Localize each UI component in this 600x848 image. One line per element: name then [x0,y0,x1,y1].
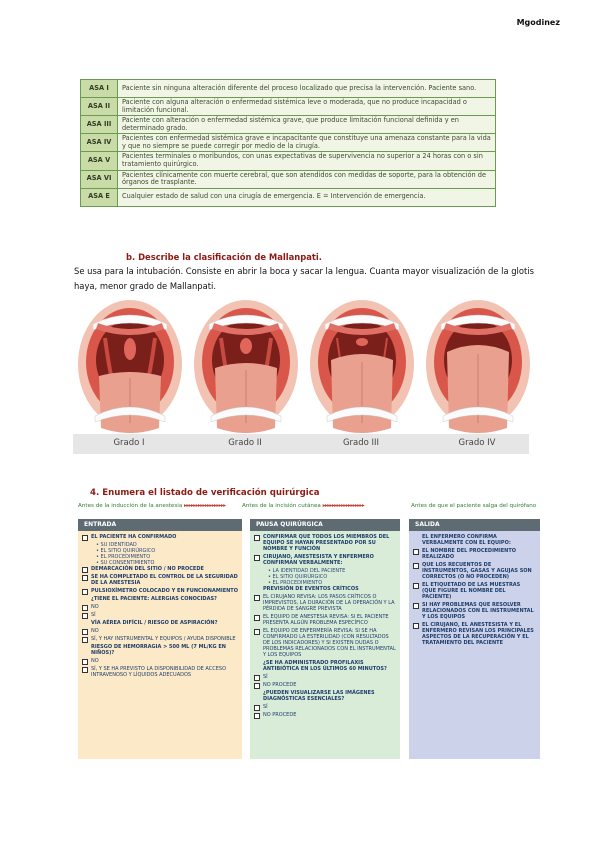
checkbox-icon[interactable] [82,589,88,595]
checklist-item-label: DEMARCACIÓN DEL SITIO / NO PROCEDE [91,566,204,572]
checkbox-icon[interactable] [413,583,419,589]
asa-classification-table [80,79,496,207]
checklist-item [82,596,238,602]
mallampati-grade-label: Grado IV [458,438,496,448]
checklist-item[interactable] [82,612,238,618]
phase-bar-3: Antes de que el paciente salga del quirófano [411,503,537,509]
checklist-item-label: NO [91,658,99,664]
checklist-subitem: • EL PROCEDIMIENTO [268,580,323,586]
asa-class: ASA V [81,152,118,170]
surgical-checklist [76,503,542,761]
checklist-item-label: EL EQUIPO DE ENFERMERÍA REVISA: SI SE HA CONFIRMADO LA ESTERILIDAD (CON RESULTADOS DE LOS INDICADORES) Y SI EXISTEN DUDAS O PROBLEMAS RELACIONADOS CON EL INSTRUMENTAL Y LOS EQUIPOS [263,628,396,658]
asa-row [81,80,496,98]
checklist-item-label: ¿SE HA ADMINISTRADO PROFILAXIS ANTIBIÓTICA EN LOS ÚLTIMOS 60 MINUTOS? [263,660,387,672]
asa-description: Pacientes clínicamente con muerte cerebral, que son atendidos con medidas de soporte, para la obtención de órganos de trasplante. [118,170,496,188]
checkbox-icon[interactable] [413,563,419,569]
checklist-item-label: SE HA COMPLETADO EL CONTROL DE LA SEGURIDAD DE LA ANESTESIA [91,574,238,586]
mallampati-grade-label: Grado I [113,438,145,448]
asa-row [81,98,496,116]
checklist-item-label: NO [91,604,99,610]
checklist-item-label: EL EQUIPO DE ANESTESIA REVISA: SI EL PACIENTE PRESENTA ALGÚN PROBLEMA ESPECÍFICO [263,614,389,626]
checklist-subitem: • SU IDENTIDAD [96,542,137,548]
salida-header: SALIDA [409,519,540,531]
checklist-item[interactable] [82,588,238,594]
section-b-title: b. Describe la clasificación de Mallanpati. [126,252,322,262]
mallampati-description: Se usa para la intubación. Consiste en abrir la boca y sacar la lengua. Cuanta mayor visualización de la glotis haya, menor grado de Mallanpati. [74,266,534,291]
checklist-item [254,690,396,702]
asa-class: ASA II [81,98,118,116]
checkbox-icon[interactable] [82,605,88,611]
checklist-item[interactable] [82,666,238,678]
salida-column [409,519,540,759]
checklist-item-label: NO PROCEDE [263,682,297,688]
checklist-subitem: • LA IDENTIDAD DEL PACIENTE [268,568,346,574]
checklist-item-label: SÍ [91,612,96,618]
checkbox-icon[interactable] [254,705,260,711]
checklist-item [254,586,396,592]
mallampati-grade-label: Grado II [228,438,262,448]
checklist-item[interactable] [413,562,536,580]
checklist-item[interactable] [254,682,396,688]
asa-class: ASA VI [81,170,118,188]
asa-description: Paciente con alguna alteración o enfermedad sistémica leve o moderada, que no produce incapacidad o limitación funcional. [118,98,496,116]
checklist-item-label: EL ETIQUETADO DE LAS MUESTRAS (QUE FIGURE EL NOMBRE DEL PACIENTE) [422,582,521,600]
checklist-item-label: RIESGO DE HEMORRAGIA > 500 ML (7 ML/KG EN NIÑOS)? [91,644,226,656]
checkbox-icon[interactable] [254,595,260,601]
checkbox-icon[interactable] [254,555,260,561]
checklist-item[interactable] [413,602,536,620]
checklist-item[interactable] [82,566,238,572]
checklist-item[interactable] [254,594,396,612]
asa-row [81,152,496,170]
checklist-subitem: • SU CONSENTIMIENTO [96,560,155,566]
pausa-header: PAUSA QUIRÚRGICA [250,519,400,531]
checklist-item-label: PULSIOXÍMETRO COLOCADO Y EN FUNCIONAMIENTO [91,588,238,594]
checklist-item-label: EL CIRUJANO, EL ANESTESISTA Y EL ENFERMERO REVISAN LOS PRINCIPALES ASPECTOS DE LA RECUPERACIÓN Y EL TRATAMIENTO DEL PACIENTE [422,622,534,646]
checkbox-icon[interactable] [254,535,260,541]
checkbox-icon[interactable] [82,659,88,665]
asa-description: Paciente sin ninguna alteración diferente del proceso localizado que precisa la intervención. Paciente sano. [118,80,496,98]
checklist-item-label: CIRUJANO, ANESTESISTA Y ENFERMERO CONFIRMAN VERBALMENTE: [263,554,374,566]
checklist-item-label: SÍ [263,674,268,680]
asa-row [81,116,496,134]
checkbox-icon[interactable] [82,667,88,673]
checklist-item-label: EL PACIENTE HA CONFIRMADO [91,534,177,540]
checklist-item[interactable] [254,534,396,552]
section-4-title: 4. Enumera el listado de verificación quirúrgica [90,488,320,498]
checklist-item[interactable] [82,604,238,610]
checkbox-icon[interactable] [254,683,260,689]
checklist-item[interactable] [82,658,238,664]
checklist-item[interactable] [254,628,396,658]
asa-row [81,170,496,188]
checkbox-icon[interactable] [82,637,88,643]
mallampati-figure [73,298,529,456]
checklist-item-label: VÍA AÉREA DIFÍCIL / RIESGO DE ASPIRACIÓN? [91,620,218,626]
phase-bar-2: Antes de la incisión cutánea ▸▸▸▸▸▸▸▸▸▸▸▸▸▸▸▸▸▸ [242,503,365,509]
checklist-subitem: • EL SITIO QUIRÚRGICO [268,574,328,580]
phase-bar-1: Antes de la inducción de la anestesia ▸▸▸▸▸▸▸▸▸▸▸▸▸▸▸▸▸▸ [78,503,226,509]
checklist-item [82,620,238,626]
author-header: Mgodinez [516,18,560,27]
checkbox-icon[interactable] [413,603,419,609]
checklist-item[interactable] [82,628,238,634]
checkbox-icon[interactable] [254,713,260,719]
asa-description: Pacientes terminales o moribundos, con unas expectativas de supervivencia no superior a 24 horas con o sin tratamiento quirúrgico. [118,152,496,170]
asa-description: Pacientes con enfermedad sistémica grave e incapacitante que constituye una amenaza constante para la vida y que no siempre se puede corregir por medio de la cirugía. [118,134,496,152]
checklist-item[interactable] [413,548,536,560]
checklist-item[interactable] [254,674,396,680]
checklist-item [254,660,396,672]
checkbox-icon[interactable] [254,675,260,681]
asa-class: ASA I [81,80,118,98]
asa-class: ASA E [81,188,118,206]
checkbox-icon[interactable] [82,575,88,581]
asa-description: Paciente con alteración o enfermedad sistémica grave, que produce limitación funcional definida y en determinado grado. [118,116,496,134]
checkbox-icon[interactable] [413,549,419,555]
checkbox-icon[interactable] [82,613,88,619]
checklist-item-label: SÍ, Y SE HA PREVISTO LA DISPONIBILIDAD DE ACCESO INTRAVENOSO Y LÍQUIDOS ADECUADOS [91,666,227,678]
checklist-item-label: SÍ [263,704,268,710]
checklist-item [82,644,238,656]
checklist-item-label: EL ENFERMERO CONFIRMA VERBALMENTE CON EL EQUIPO: [422,534,511,546]
checkbox-icon[interactable] [82,629,88,635]
checklist-subitem: • EL PROCEDIMIENTO [96,554,151,560]
checklist-item[interactable] [82,636,238,642]
checklist-item-label: PREVISIÓN DE EVENTOS CRÍTICOS [263,586,359,592]
entrada-header: ENTRADA [78,519,242,531]
checklist-item-label: ¿TIENE EL PACIENTE: ALERGIAS CONOCIDAS? [91,596,217,602]
mallampati-mouth-grade-2 [191,298,301,434]
checklist-item[interactable] [413,582,536,600]
checklist-item-label: ¿PUEDEN VISUALIZARSE LAS IMÁGENES DIAGNÓSTICAS ESENCIALES? [263,690,375,702]
asa-class: ASA IV [81,134,118,152]
checklist-item-label: CONFIRMAR QUE TODOS LOS MIEMBROS DEL EQUIPO SE HAYAN PRESENTADO POR SU NOMBRE Y FUNCIÓN [263,534,390,552]
mallampati-mouth-grade-3 [307,298,417,434]
checklist-item[interactable] [413,622,536,646]
checklist-item[interactable] [82,534,238,540]
checklist-subitem: • EL SITIO QUIRÚRGICO [96,548,156,554]
checklist-item [413,534,536,546]
checkbox-icon[interactable] [82,535,88,541]
checklist-item[interactable] [254,614,396,626]
checklist-item-label: EL NOMBRE DEL PROCEDIMIENTO REALIZADO [422,548,517,560]
checklist-item-label: NO PROCEDE [263,712,297,718]
checklist-item[interactable] [254,704,396,710]
mallampati-mouth-grade-1 [75,298,185,434]
checkbox-icon[interactable] [254,615,260,621]
checklist-item[interactable] [82,574,238,586]
checklist-item[interactable] [254,554,396,566]
checklist-item-label: SÍ, Y HAY INSTRUMENTAL Y EQUIPOS / AYUDA DISPONIBLE [91,636,236,642]
checkbox-icon[interactable] [254,629,260,635]
checklist-item[interactable] [254,712,396,718]
checkbox-icon[interactable] [82,567,88,573]
checklist-item-label: NO [91,628,99,634]
checklist-item-label: QUE LOS RECUENTOS DE INSTRUMENTOS, GASAS Y AGUJAS SON CORRECTOS (O NO PROCEDEN) [422,562,532,580]
mallampati-mouth-grade-4 [423,298,533,434]
asa-class: ASA III [81,116,118,134]
checklist-item-label: EL CIRUJANO REVISA: LOS PASOS CRÍTICOS O IMPREVISTOS, LA DURACIÓN DE LA OPERACIÓN Y LA PÉRDIDA DE SANGRE PREVISTA [263,594,395,612]
checklist-item-label: SI HAY PROBLEMAS QUE RESOLVER RELACIONADOS CON EL INSTRUMENTAL Y LOS EQUIPOS [422,602,534,620]
pausa-column [250,519,400,759]
checkbox-icon[interactable] [413,623,419,629]
mallampati-grade-label: Grado III [342,438,380,448]
asa-row [81,188,496,206]
asa-row [81,134,496,152]
entrada-column [78,519,242,759]
asa-description: Cualquier estado de salud con una cirugía de emergencia. E = Intervención de emergencia. [118,188,496,206]
